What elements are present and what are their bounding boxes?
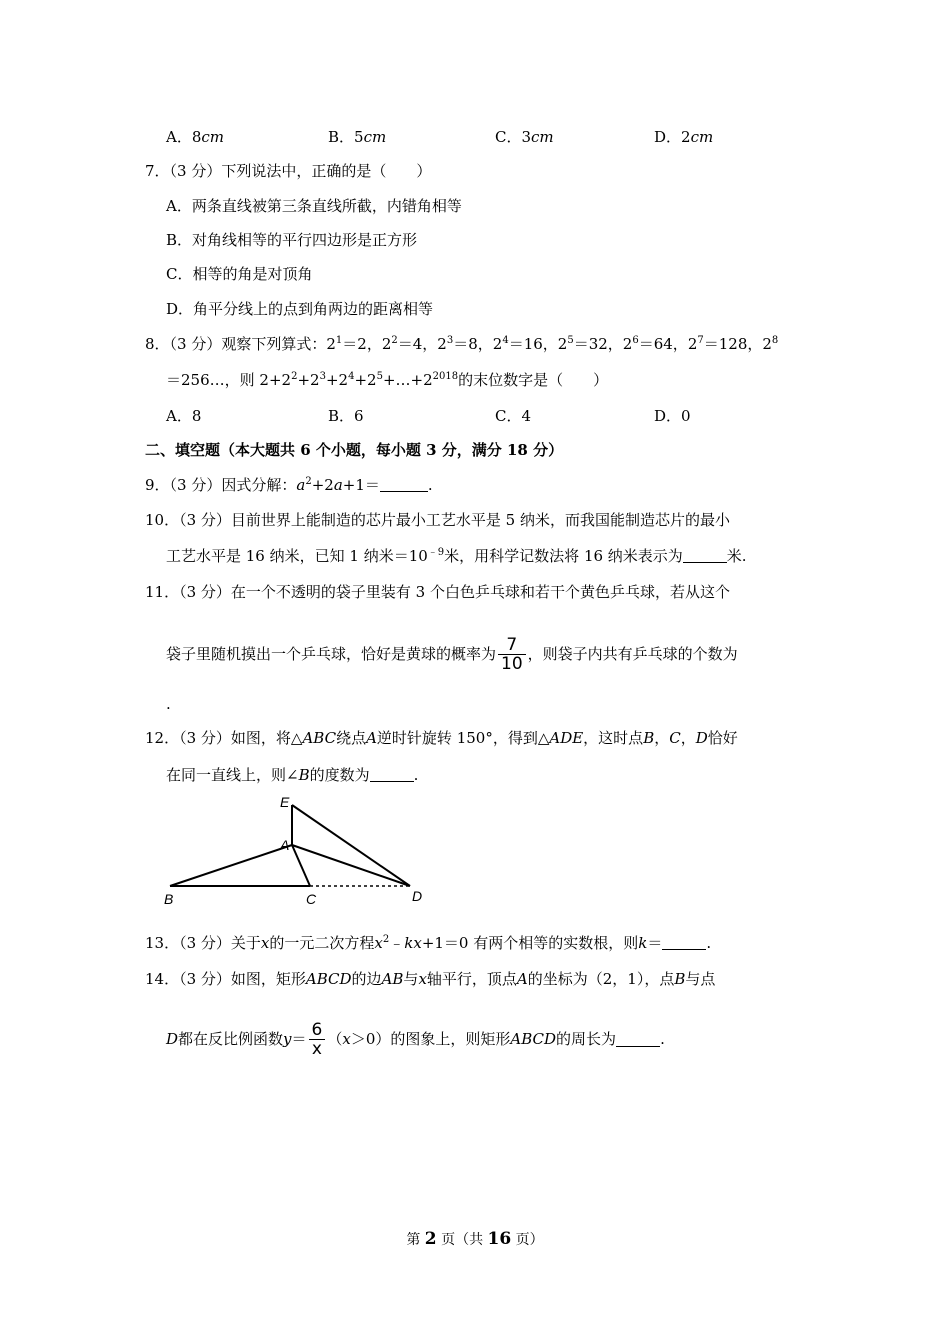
q8-option-c: C．4	[495, 407, 532, 425]
label-c: C	[306, 891, 317, 907]
q10-stem-line2: 工艺水平是 16 纳米，已知 1 纳米$=10^{﹣9}$米，用科学记数法将 16 纳米表示为 米.	[166, 547, 747, 565]
segment-ad	[292, 845, 410, 886]
label-e: E	[280, 794, 290, 810]
q12-stem-line1: 12．（3 分）如图，将△ABC绕点A逆时针旋转 150°，得到△ADE，这时点B，C，D恰好	[145, 729, 738, 747]
q6-option-c: C．3cm	[495, 128, 554, 146]
label-a: A	[280, 837, 290, 853]
q8-option-b: B．6	[328, 407, 364, 425]
q13-stem: 13．（3 分）关于x的一元二次方程$x^2﹣kx+1=0$ 有两个相等的实数根，则k＝ .	[145, 934, 712, 952]
label-d: D	[412, 888, 423, 904]
page-footer: 第 2 页（共 16 页）	[406, 1229, 544, 1249]
q9-stem: 9．（3 分）因式分解：$a^2+2a+1=$ .	[145, 476, 433, 494]
q12-triangle-figure	[150, 790, 440, 915]
q14-stem-line1: 14．（3 分）如图，矩形ABCD的边AB与x轴平行，顶点A的坐标为（2，1），点B与点	[145, 970, 716, 988]
q7-option-d: D．角平分线上的点到角两边的距离相等	[166, 300, 434, 318]
q8-option-d: D．0	[654, 407, 691, 425]
current-page-number: 2	[424, 1229, 437, 1249]
q8-option-a: A．8	[166, 407, 202, 425]
q7-stem: 7．（3 分）下列说法中，正确的是（ ）	[145, 162, 432, 180]
q7-option-c: C．相等的角是对顶角	[166, 265, 313, 283]
q14-answer-blank[interactable]	[616, 1032, 660, 1047]
section2-title: 二、填空题（本大题共 6 个小题，每小题 3 分，满分 18 分）	[145, 441, 564, 459]
q6-option-b: B．5cm	[328, 128, 387, 146]
q11-probability-fraction: $\frac{7}{10}$	[498, 636, 526, 673]
q13-answer-blank[interactable]	[662, 935, 706, 950]
segment-ed	[292, 805, 410, 886]
q11-stem-line2: 袋子里随机摸出一个乒乓球，恰好是黄球的概率为 $\frac{7}{10}$ ，则袋子内共有乒乓球的个数为	[166, 634, 738, 674]
q6-option-d: D．2cm	[654, 128, 714, 146]
q9-answer-blank[interactable]	[380, 477, 428, 492]
q12-answer-blank[interactable]	[370, 767, 414, 782]
q12-stem-line2: 在同一直线上，则∠B的度数为 .	[166, 766, 419, 784]
q11-stem-line1: 11．（3 分）在一个不透明的袋子里装有 3 个白色乒乓球和若干个黄色乒乓球，若从这个	[145, 583, 730, 601]
q7-option-a: A．两条直线被第三条直线所截，内错角相等	[166, 197, 462, 215]
q11-answer-line: .	[166, 695, 171, 713]
q8-stem-line1: 8．（3 分）观察下列算式：$2^1=2$，$2^2=4$，$2^3=8$，$2^4=16$，$2^5=32$，$2^6=64$，$2^7=128$，$2^8$	[145, 335, 779, 353]
q8-stem-line2: ＝256…，则 $2+2^2+2^3+2^4+2^5+\dots+2^{2018}$的末位数字是（ ）	[166, 371, 609, 389]
q14-function-fraction: $\frac{6}{x}$	[309, 1021, 326, 1058]
q6-option-a: A．8cm	[166, 128, 225, 146]
q10-stem-line1: 10．（3 分）目前世界上能制造的芯片最小工艺水平是 5 纳米，而我国能制造芯片的最小	[145, 511, 730, 529]
label-b: B	[164, 891, 174, 907]
q10-answer-blank[interactable]	[683, 548, 727, 563]
total-pages: 16	[487, 1229, 512, 1249]
q14-stem-line2: D都在反比例函数y＝ $\frac{6}{x}$ （x＞0）的图象上，则矩形ABCD的周长为 .	[166, 1019, 665, 1059]
segment-ab	[170, 845, 292, 886]
q7-option-b: B．对角线相等的平行四边形是正方形	[166, 231, 418, 249]
